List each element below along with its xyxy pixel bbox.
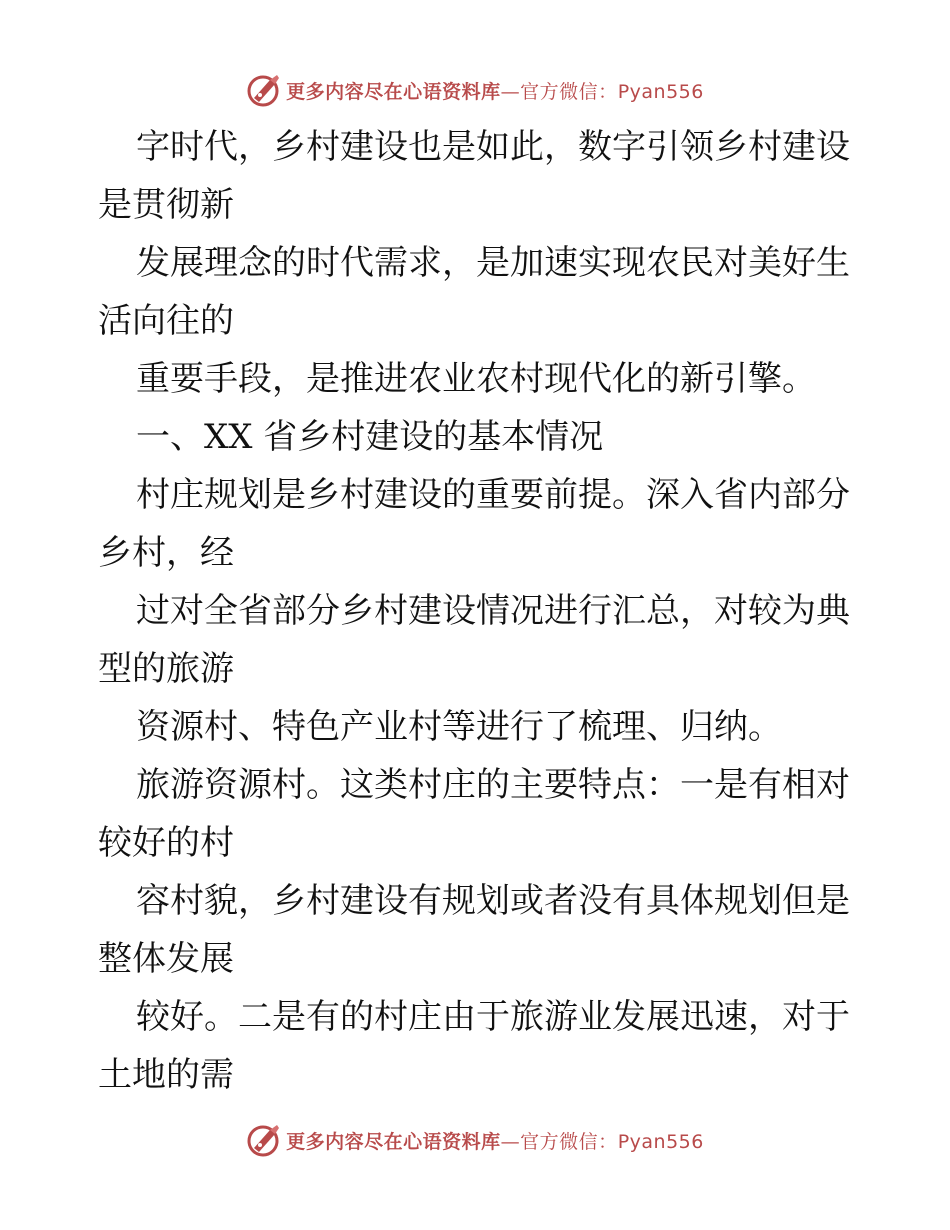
banner-main-text: 更多内容尽在心语资料库 — [286, 80, 501, 103]
body-line: 容村貌，乡村建设有规划或者没有具体规划但是 — [136, 881, 850, 921]
body-line: 土地的需 — [98, 1055, 234, 1095]
document-body — [98, 118, 858, 1104]
body-line: 型的旅游 — [98, 649, 234, 689]
banner-wechat-label: 官方微信： — [520, 1130, 618, 1153]
section-heading: 一、XX 省乡村建设的基本情况 — [136, 417, 604, 457]
body-line: 村庄规划是乡村建设的重要前提。深入省内部分 — [136, 475, 850, 515]
pen-nib-logo-icon — [246, 1122, 282, 1158]
body-line: 过对全省部分乡村建设情况进行汇总，对较为典 — [136, 591, 850, 631]
pen-nib-logo-icon — [246, 72, 282, 108]
body-line: 较好。二是有的村庄由于旅游业发展迅速，对于 — [136, 997, 850, 1037]
body-line: 活向往的 — [98, 301, 234, 341]
header-watermark-banner — [0, 68, 950, 112]
footer-watermark-banner — [0, 1118, 950, 1162]
banner-separator: — — [500, 1130, 521, 1153]
body-line: 较好的村 — [98, 823, 234, 863]
banner-wechat-id: Pyan556 — [617, 80, 704, 103]
banner-wechat-label: 官方微信： — [520, 80, 618, 103]
banner-main-text: 更多内容尽在心语资料库 — [286, 1130, 501, 1153]
body-line: 整体发展 — [98, 939, 234, 979]
body-line: 字时代，乡村建设也是如此，数字引领乡村建设 — [136, 127, 850, 167]
banner-text — [286, 1127, 704, 1154]
banner-text — [286, 77, 704, 104]
body-line: 重要手段，是推进农业农村现代化的新引擎。 — [136, 359, 816, 399]
banner-wechat-id: Pyan556 — [617, 1130, 704, 1153]
body-line: 旅游资源村。这类村庄的主要特点：一是有相对 — [136, 765, 850, 805]
body-line: 是贯彻新 — [98, 185, 234, 225]
body-line: 乡村，经 — [98, 533, 234, 573]
body-line: 发展理念的时代需求，是加速实现农民对美好生 — [136, 243, 850, 283]
body-line: 资源村、特色产业村等进行了梳理、归纳。 — [136, 707, 782, 747]
banner-separator: — — [500, 80, 521, 103]
